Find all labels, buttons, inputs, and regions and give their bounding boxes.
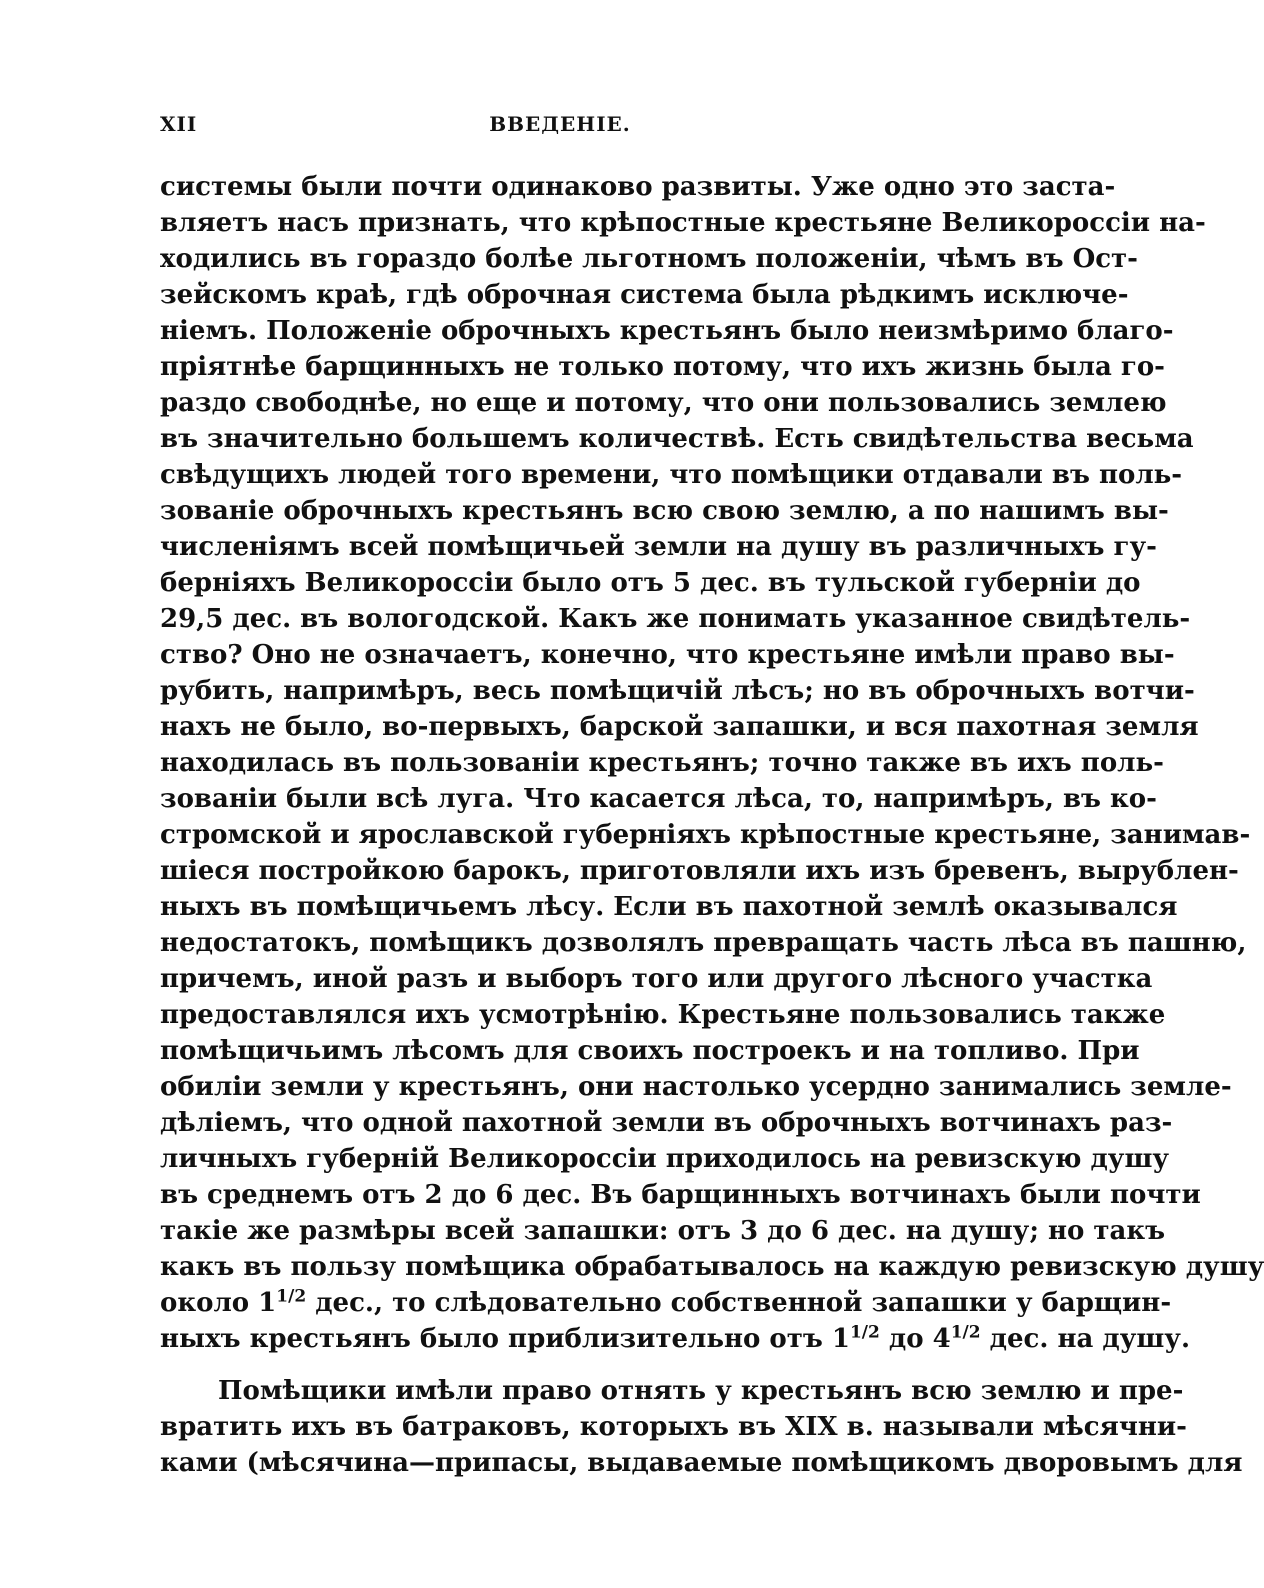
text-line: находилась въ пользованіи крестьянъ; точно также въ ихъ поль- [160, 748, 1164, 778]
text-line: нахъ не было, во-первыхъ, барской запашки, и вся пахотная земля [160, 712, 1199, 742]
text-line: вратить ихъ въ батраковъ, которыхъ въ XIX в. называли мѣсячни- [160, 1412, 1187, 1442]
text-line: предоставлялся ихъ усмотрѣнію. Крестьяне пользовались также [160, 1000, 1166, 1030]
text-fragment: около 1 [160, 1288, 277, 1318]
running-head: ВВЕДЕНІЕ. [489, 112, 631, 136]
page-header [160, 112, 960, 142]
fraction-half: 1/2 [276, 1286, 307, 1307]
text-line: Помѣщики имѣли право отнять у крестьянъ всю землю и пре- [218, 1376, 1184, 1406]
text-line: ство? Оно не означаетъ, конечно, что крестьяне имѣли право вы- [160, 640, 1175, 670]
text-line-fraction [160, 1286, 1172, 1320]
text-line: свѣдущихъ людей того времени, что помѣщики отдавали въ поль- [160, 460, 1183, 490]
text-line: численіямъ всей помѣщичьей земли на душу въ различныхъ гу- [160, 532, 1157, 562]
fraction-half: 1/2 [950, 1322, 981, 1343]
text-line: причемъ, иной разъ и выборъ того или другого лѣсного участка [160, 964, 1153, 994]
text-line-fraction [160, 1322, 1190, 1356]
text-line: стромской и ярославской губерніяхъ крѣпостные крестьяне, занимав- [160, 820, 1251, 850]
text-line: берніяхъ Великороссіи было отъ 5 дес. въ тульской губерніи до [160, 568, 1141, 598]
text-line: зованіе оброчныхъ крестьянъ всю свою землю, а по нашимъ вы- [160, 496, 1169, 526]
text-line: такіе же размѣры всей запашки: отъ 3 до 6 дес. на душу; но такъ [160, 1216, 1166, 1246]
text-fragment: дес., то слѣдовательно собственной запашки у барщин- [306, 1288, 1172, 1318]
text-line: въ значительно большемъ количествѣ. Есть свидѣтельства весьма [160, 424, 1194, 454]
text-line: зейскомъ краѣ, гдѣ оброчная система была рѣдкимъ исключе- [160, 280, 1129, 310]
page-number: XII [160, 112, 198, 136]
text-line: вляетъ насъ признать, что крѣпостные крестьяне Великороссіи на- [160, 208, 1206, 238]
text-line: рубить, напримѣръ, весь помѣщичій лѣсъ; но въ оброчныхъ вотчи- [160, 676, 1195, 706]
text-fragment: ныхъ крестьянъ было приблизительно отъ 1 [160, 1324, 850, 1354]
text-fragment: дес. на душу. [980, 1324, 1190, 1354]
text-fragment: до 4 [879, 1324, 951, 1354]
text-line: ходились въ гораздо болѣе льготномъ положеніи, чѣмъ въ Ост- [160, 244, 1138, 274]
text-line: пріятнѣе барщинныхъ не только потому, что ихъ жизнь была го- [160, 352, 1165, 382]
text-line: обиліи земли у крестьянъ, они настолько усердно занимались земле- [160, 1072, 1232, 1102]
text-line: зованіи были всѣ луга. Что касается лѣса, то, напримѣръ, въ ко- [160, 784, 1157, 814]
text-line: шіеся постройкою барокъ, приготовляли ихъ изъ бревенъ, вырублен- [160, 856, 1239, 886]
text-line: какъ въ пользу помѣщика обрабатывалось на каждую ревизскую душу [160, 1252, 1264, 1282]
text-line: 29,5 дес. въ вологодской. Какъ же понимать указанное свидѣтель- [160, 604, 1191, 634]
text-line: системы были почти одинаково развиты. Уже одно это заста- [160, 172, 1116, 202]
text-line: личныхъ губерній Великороссіи приходилось на ревизскую душу [160, 1144, 1170, 1174]
text-line: раздо свободнѣе, но еще и потому, что они пользовались землею [160, 388, 1167, 418]
text-line: въ среднемъ отъ 2 до 6 дес. Въ барщинныхъ вотчинахъ были почти [160, 1180, 1201, 1210]
text-line: ныхъ въ помѣщичьемъ лѣсу. Если въ пахотной землѣ оказывался [160, 892, 1178, 922]
text-line: помѣщичьимъ лѣсомъ для своихъ построекъ и на топливо. При [160, 1036, 1140, 1066]
fraction-half: 1/2 [849, 1322, 880, 1343]
text-line: ніемъ. Положеніе оброчныхъ крестьянъ было неизмѣримо благо- [160, 316, 1174, 346]
text-line: недостатокъ, помѣщикъ дозволялъ превращать часть лѣса въ пашню, [160, 928, 1247, 958]
text-line: ками (мѣсячина—припасы, выдаваемые помѣщикомъ дворовымъ для [160, 1448, 1243, 1478]
text-line: дѣліемъ, что одной пахотной земли въ оброчныхъ вотчинахъ раз- [160, 1108, 1173, 1138]
